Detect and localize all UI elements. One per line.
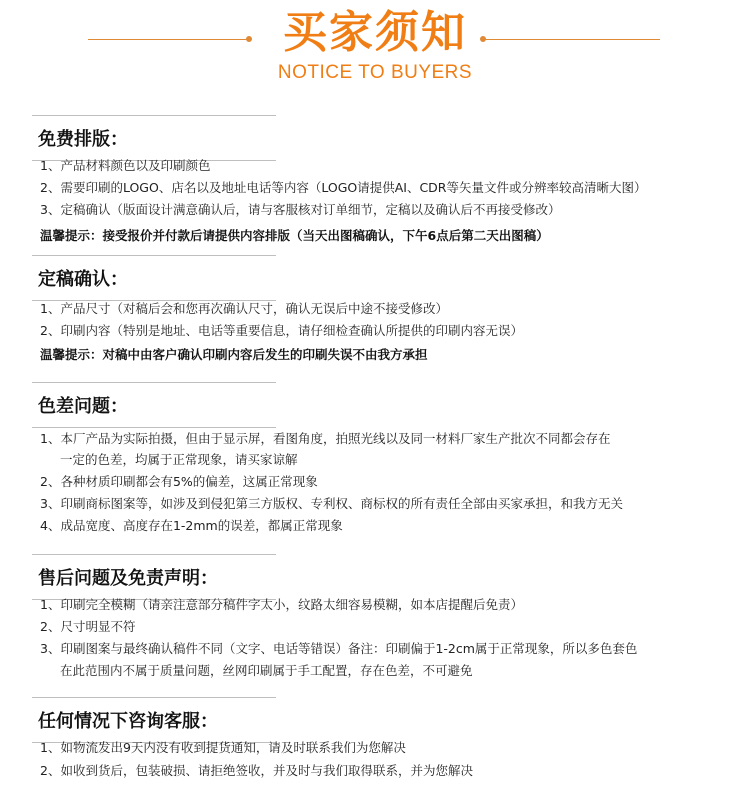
list-item: 1、本厂产品为实际拍摄，但由于显示屏，看图角度，拍照光线以及同一材料厂家生产批次不同都会存在 (40, 431, 611, 446)
section-title: 任何情况下咨询客服： (38, 711, 218, 732)
list-item: 2、各种材质印刷都会有5%的偏差，这属正常现象 (40, 474, 318, 489)
list-item: 3、印刷图案与最终确认稿件不同（文字、电话等错误）备注：印刷偏于1-2cm属于正常现象，所以多色套色 (40, 641, 638, 656)
list-item: 3、印刷商标图案等，如涉及到侵犯第三方版权、专利权、商标权的所有责任全部由买家承担，和我方无关 (40, 496, 623, 511)
page-title: 买家须知 (283, 7, 467, 58)
section-rule-bottom (32, 427, 276, 428)
section-rule-top (32, 697, 276, 698)
section-rule-top (32, 554, 276, 555)
section-rule-top (32, 115, 276, 116)
tip-note: 温馨提示：对稿中由客户确认印刷内容后发生的印刷失误不由我方承担 (40, 347, 428, 362)
list-item: 3、定稿确认（版面设计满意确认后，请与客服核对订单细节，定稿以及确认后不再接受修改） (40, 202, 561, 217)
list-item: 1、产品尺寸（对稿后会和您再次确认尺寸，确认无误后中途不接受修改） (40, 301, 448, 316)
page-subtitle: NOTICE TO BUYERS (277, 62, 473, 83)
list-item: 2、如收到货后，包装破损、请拒绝签收，并及时与我们取得联系，并为您解决 (40, 763, 473, 778)
section-title: 售后问题及免责声明： (38, 568, 218, 589)
list-item: 一定的色差，均属于正常现象，请买家谅解 (60, 452, 298, 467)
section-title: 色差问题： (38, 396, 128, 417)
section-rule-top (32, 382, 276, 383)
list-item: 4、成品宽度、高度存在1-2mm的误差，都属正常现象 (40, 518, 343, 533)
list-item: 1、如物流发出9天内没有收到提货通知，请及时联系我们为您解决 (40, 740, 406, 755)
section-title: 免费排版： (38, 129, 128, 150)
list-item: 1、产品材料颜色以及印刷颜色 (40, 158, 211, 173)
section-title: 定稿确认： (38, 269, 128, 290)
section-rule-top (32, 255, 276, 256)
list-item: 2、尺寸明显不符 (40, 619, 136, 634)
header-rule-right (484, 39, 660, 40)
list-item: 1、印刷完全模糊（请亲注意部分稿件字太小，纹路太细容易模糊，如本店提醒后免责） (40, 597, 523, 612)
notice-header (0, 0, 750, 90)
list-item: 2、印刷内容（特别是地址、电话等重要信息，请仔细检查确认所提供的印刷内容无误） (40, 323, 523, 338)
tip-note: 温馨提示：接受报价并付款后请提供内容排版（当天出图稿确认，下午6点后第二天出图稿） (40, 228, 549, 243)
list-item: 2、需要印刷的LOGO、店名以及地址电话等内容（LOGO请提供AI、CDR等矢量文件或分辨率较高清晰大图） (40, 180, 647, 195)
list-item: 在此范围内不属于质量问题，丝网印刷属于手工配置，存在色差，不可避免 (60, 663, 473, 678)
